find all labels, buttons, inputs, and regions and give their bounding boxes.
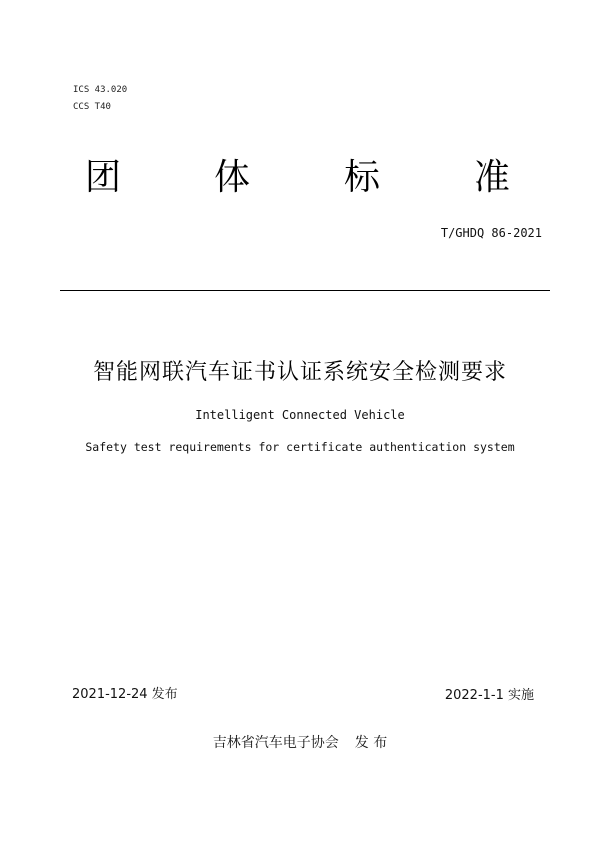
english-title-line-1: Intelligent Connected Vehicle bbox=[195, 408, 405, 422]
publisher-org: 吉林省汽车电子协会 bbox=[212, 735, 339, 751]
issue-date: 2021-12-24 发布 bbox=[72, 687, 178, 702]
doc-type-char-3: 标 bbox=[344, 157, 381, 198]
doc-type-char-1: 团 bbox=[85, 157, 122, 198]
ccs-code: CCS T40 bbox=[73, 102, 111, 112]
doc-type-char-4: 准 bbox=[474, 157, 511, 198]
document-type-title bbox=[0, 156, 600, 200]
doc-type-char-2: 体 bbox=[214, 157, 251, 198]
publisher-action: 发 布 bbox=[354, 735, 388, 751]
standard-number: T/GHDQ 86-2021 bbox=[440, 226, 542, 240]
publisher-line bbox=[0, 732, 600, 752]
english-title-line-2: Safety test requirements for certificate authentication system bbox=[85, 440, 515, 454]
implementation-date: 2022-1-1 实施 bbox=[444, 688, 534, 703]
chinese-title: 智能网联汽车证书认证系统安全检测要求 bbox=[92, 360, 507, 385]
classification-codes bbox=[73, 82, 127, 116]
ics-code: ICS 43.020 bbox=[73, 85, 128, 95]
horizontal-divider bbox=[60, 290, 550, 291]
